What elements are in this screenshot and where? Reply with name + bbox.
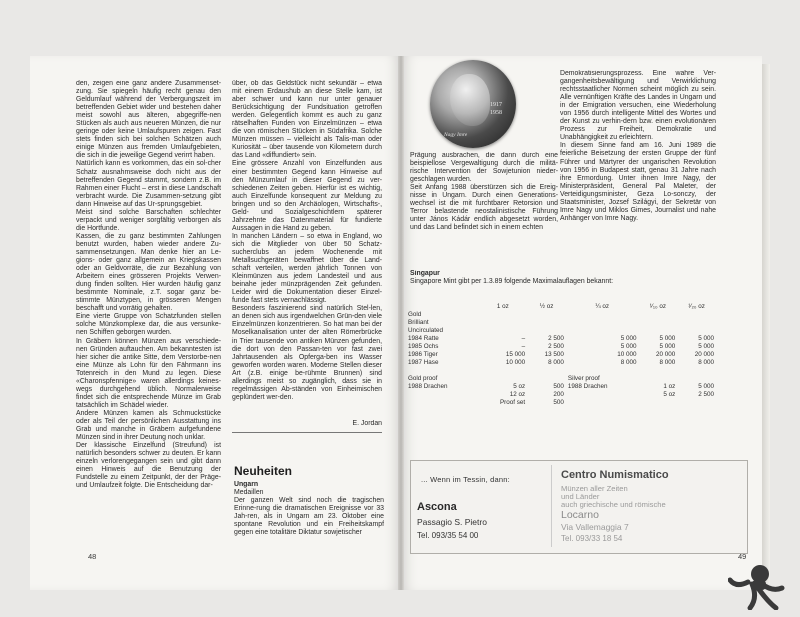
mintage-header-cell: ¹⁄₂₀ oz — [688, 302, 705, 310]
section-rule — [232, 432, 382, 433]
table-cell: 13 500 — [544, 350, 564, 358]
table-cell: 5 000 — [698, 342, 714, 350]
mintage-header-row — [406, 302, 716, 310]
table-cell — [677, 374, 716, 382]
paragraph: Der ganzen Welt sind noch die tragischen Erinne-rung die dramatischen Ereignisse vor 33 Jah-ren, als in Ungarn am 23. Oktober eine spontane Revolution und ein Freiheitskampf gegen eine totalitäre Diktatur sowjetischer — [234, 497, 384, 537]
table-cell: 1987 Hase — [408, 358, 439, 366]
table-cell: 20 000 — [694, 350, 714, 358]
paragraph: In diesem Sinne fand am 16. Juni 1989 die feierliche Beisetzung der ersten Gruppe der fünf Führer und Märtyrer der ungarischen Revolution von 1956 in Budapest statt, genau 31 Jahre nach ihre Ermordung. Unter ihnen Imre Nagy, der Ministerpräsident, General Pal Maleter, der Verteidigungsminister, Geza Lo-sonczy, der Staatsminister, Jozsef Szilágyi, der Sekretär von Imre Nagy und Miklos Gimes, Journalist und nahe Anhänger von Imre Nagy. — [560, 142, 716, 222]
table-cell — [566, 390, 639, 398]
paragraph: Eine grössere Anzahl von Einzelfunden aus einer bestimmten Gegend kann Hinweise auf den Münzumlauf in dieser Gegend zu ver-schiedenen Zeiten geben. Hierfür ist es wichtig, auch Einzelfunde konsequent zur Meldung zu bringen und so den Archäologen, Wirtschafts-, Geld- und Sozialgeschichtlern späterer Jahrzehnte das Datenmaterial für fundierte Aussagen in die Hand zu geben. — [232, 160, 382, 232]
mintage-header-cell — [406, 302, 479, 310]
table-row — [406, 326, 716, 334]
table-cell — [479, 310, 528, 318]
table-cell: 8 000 — [620, 358, 637, 366]
table-cell: – — [521, 334, 526, 342]
table-cell: Uncirculated — [408, 326, 443, 334]
ad-phone-right: Tel. 093/33 18 54 — [561, 534, 623, 543]
table-cell: 500 — [553, 382, 564, 390]
medal-year-bottom: 1958 — [490, 110, 502, 116]
table-cell: 1986 Tiger — [408, 350, 438, 358]
paragraph: Eine vierte Gruppe von Schatzfunden stellen solche Münzkomplexe dar, die aus versunke-nen Schiffen geborgen wurden. — [76, 313, 221, 337]
type-label: Medaillen — [234, 489, 264, 497]
singapur-block — [410, 270, 730, 292]
mintage-table — [406, 302, 716, 406]
table-cell: 5 oz — [663, 390, 676, 398]
table-row — [406, 318, 716, 326]
table-cell — [406, 366, 479, 374]
neuheiten-block — [234, 481, 384, 561]
table-cell: 5 000 — [659, 342, 676, 350]
mintage-header-cell: ¼ oz — [595, 302, 610, 310]
paragraph: den, zeigen eine ganz andere Zusammenset-zung. Sie spiegeln häufig recht genau den Geldumlauf während der Verbergungszeit im betreffenden Gebiet wider und bestehen daher meist sowohl aus älteren, abgegriffe-nen Stücken als auch aus neueren Münzen, die nur geringe oder keine Umlaufspuren zeigen. Fast stets finden sich bei solchen Schätzen auch einige Münzen aus fremden Umlaufgebieten, die sich in die jeweilige Gegend verirrt haben. — [76, 80, 221, 160]
table-cell: 5 000 — [698, 334, 714, 342]
table-cell: 200 — [553, 390, 564, 398]
table-cell: 5 oz — [513, 382, 526, 390]
country-label: Ungarn — [234, 481, 259, 488]
paragraph: über, ob das Geldstück nicht sekundär – etwa mit einem Erdaushub an diese Stelle kam, ist aber schwer und kann nur unter genauer Berücksichtigung der Fundsituation getroffen werden. Gelegentlich kommt es auch zu ganz rätselhaften Funden von Einzelmünzen – etwa die von römischen Stücken in Südafrika. Solche Münzen müssen – vielleicht als Talis-man oder Kuriosität – über tausende von Kilometern durch das Land «diffundiert» sein. — [232, 80, 382, 160]
table-cell — [527, 366, 566, 374]
table-cell: 12 oz — [509, 390, 526, 398]
table-cell: 1988 Drachen — [408, 382, 448, 390]
paragraph: Singapore Mint gibt per 1.3.89 folgende Maximalauflagen bekannt: — [410, 278, 614, 286]
right-column-1 — [410, 152, 558, 258]
table-cell — [677, 366, 716, 374]
ad-phone-left: Tel. 093/35 54 00 — [417, 531, 479, 540]
table-cell — [638, 310, 677, 318]
table-cell — [638, 374, 677, 382]
table-cell: 1 oz — [663, 382, 676, 390]
paragraph: Andere Münzen kamen als Schmuckstücke oder als Teil der persönlichen Ausstattung ins Grab und manche in Gräbern aufgefundene Münzen sind in ihrer Deutung noch unklar. — [76, 409, 221, 442]
right-column-2 — [560, 70, 716, 266]
ad-street-left: Passagio S. Pietro — [417, 517, 487, 527]
portrait-relief — [450, 74, 490, 126]
table-cell: 2 500 — [548, 334, 564, 342]
table-cell: 20 000 — [655, 350, 676, 358]
mintage-header-cell: ½ oz — [539, 302, 554, 310]
page-edge — [762, 64, 770, 584]
table-row — [406, 366, 716, 374]
book-gutter — [398, 56, 404, 590]
ad-company-name: Centro Numismatico — [561, 469, 669, 481]
imre-nagy-medal-image — [430, 60, 516, 148]
table-cell: 8 000 — [548, 358, 564, 366]
table-cell — [479, 374, 528, 382]
table-cell — [479, 318, 528, 326]
paragraph: Besonders faszinierend sind natürlich Stel-len, an denen sich aus irgendwelchen Grün-den viele Einzelmünzen konzentrieren. So hat man bei der Moselkanalisation unter der alten Römerbrücke in Trier tausende von antiken Münzen gefunden, die dort von den Passan-ten vor fast zwei Jahrtausenden als Opferga-ben ins Wasser geworfen worden waren. Moderne Stellen dieser Art (z.B. einige be-rühmte Brunnen) sind allerdings meist so zugänglich, dass sie in regelmässigen Ab-ständen von Einheimischen geplündert wer-den. — [232, 305, 382, 401]
table-cell: 5 000 — [620, 334, 637, 342]
table-cell: Silver proof — [567, 374, 600, 382]
ad-line-2: und Länder — [561, 492, 600, 501]
table-cell: 2 500 — [698, 390, 714, 398]
paragraph: Der klassische Einzelfund (Streufund) ist natürlich besonders schwer zu deuten. Er kann einzeln verlorengegangen sein und gibt dann einen Hinweis auf die Benutzung der Fundstelle zu einem Zeitpunkt, der der Präge- und Umlaufzeit folgte. Die Entscheidung dar- — [76, 442, 221, 490]
table-cell — [406, 398, 479, 406]
author-signature: E. Jordan — [352, 420, 382, 427]
paragraph: Kassen, die zu ganz bestimmten Zahlungen benutzt wurden, haben wieder andere Zu-sammensetzungen. Man denke hier an Le-gions- oder ganz allgemein an Kriegskassen oder an Geldvorräte, die zur Bezahlung von Arbeitern eines grösseren Projekts Verwen-dung finden sollten. Hier wurden häufig ganz bestimmte Nominale, z.T. sogar ganz be-stimmte Münztypen, in grösseren Mengen beschafft und vorrätig gehalten. — [76, 232, 221, 313]
table-cell — [566, 326, 639, 334]
table-row — [406, 350, 716, 358]
table-cell: 8 000 — [698, 358, 714, 366]
page-number-right: 49 — [738, 552, 747, 561]
table-cell: 5 000 — [698, 382, 714, 390]
table-cell: 500 — [553, 398, 564, 406]
table-cell — [638, 366, 677, 374]
medal-signature: Nagy Imre — [444, 132, 468, 138]
table-cell: Gold — [408, 310, 422, 318]
ad-city-right: Locarno — [561, 509, 599, 521]
table-cell: 15 000 — [505, 350, 526, 358]
ad-line-1: Münzen aller Zeiten — [561, 484, 628, 493]
table-cell: 10 000 — [505, 358, 526, 366]
table-cell: 1984 Ratte — [408, 334, 439, 342]
advertisement-box — [410, 460, 748, 554]
ad-city-left: Ascona — [417, 501, 457, 513]
table-row — [406, 374, 716, 382]
table-cell: 10 000 — [617, 350, 637, 358]
table-cell: 8 000 — [659, 358, 676, 366]
table-cell — [638, 326, 677, 334]
table-cell — [479, 326, 528, 334]
paragraph: Meist sind solche Barschaften schlechter verpackt und weniger sorgfältig verborgen als die Hortfunde. — [76, 208, 221, 232]
table-cell: 1988 Drachen — [567, 382, 608, 390]
table-cell — [638, 318, 677, 326]
table-cell: – — [521, 342, 526, 350]
paragraph: Seit Anfang 1988 überstürzen sich die Ereig-nisse in Ungarn. Durch einen Generations-wechsel ist die mit furchtbarer Retorsion und Terror belastende neostalinistische Führung unter János Kádár endlich abgesetzt worden, und das Land befindet sich in einem echten — [410, 184, 558, 232]
table-row — [406, 334, 716, 342]
paragraph: Prägung ausbrachen, die dann durch eine beispiellose Vergewaltigung durch die militä-rische Intervention der Sowjetunion nieder-geschlagen wurden. — [410, 152, 558, 184]
table-cell: 5 000 — [620, 342, 637, 350]
left-column-1 — [76, 80, 221, 570]
table-cell — [527, 318, 566, 326]
table-cell — [566, 398, 639, 406]
page-number-left: 48 — [88, 552, 97, 561]
paragraph: In Gräbern können Münzen aus verschiede-nen Gründen auftauchen. Am bekanntesten ist hier sicher die antike Sitte, dem Verstorbe-nen eine Münze als Lohn für den Fährmann ins Totenreich in den Mund zu legen. Diese «Charonspfennige» waren allerdings keines-wegs durchgehend üblich. Normalerweise findet sich die entsprechende Münze im Grab tatsächlich im Schädel wieder. — [76, 337, 221, 409]
ad-tagline: ... Wenn im Tessin, dann: — [421, 475, 510, 484]
country-label: Singapur — [410, 270, 440, 277]
table-cell — [479, 366, 528, 374]
table-cell: Gold proof — [408, 374, 438, 382]
paragraph: Natürlich kann es vorkommen, das ein sol-cher Schatz ausnahmsweise doch nicht aus der betreffenden Gegend stammt, sondern z.B. im Rahmen einer Flucht – erst in diese Landschaft verbracht wurde. Die Zusammen-setzung gibt dann Hinweise auf das Ur-sprungsgebiet. — [76, 160, 221, 208]
left-column-2 — [232, 80, 382, 420]
table-cell — [677, 318, 716, 326]
ad-line-3: auch griechische und römische — [561, 500, 666, 509]
table-cell: Proof set — [499, 398, 526, 406]
medal-year-top: 1917 — [490, 102, 502, 108]
table-cell — [677, 326, 716, 334]
table-row — [406, 358, 716, 366]
table-cell — [527, 310, 566, 318]
table-cell: 2 500 — [548, 342, 564, 350]
ad-street-right: Via Vallemaggia 7 — [561, 522, 629, 532]
table-row — [406, 398, 716, 406]
table-cell — [566, 366, 639, 374]
table-row — [406, 310, 716, 318]
table-cell — [566, 318, 639, 326]
table-cell: 1985 Ochs — [408, 342, 439, 350]
table-row — [406, 390, 716, 398]
table-cell — [638, 398, 677, 406]
table-cell — [677, 310, 716, 318]
table-cell: Brilliant — [408, 318, 429, 326]
table-cell — [527, 374, 566, 382]
table-row — [406, 342, 716, 350]
paragraph: Demokratisierungsprozess. Eine wahre Ver-gangenheitsbewältigung und Verwirklichung rechtsstaatlicher Normen scheint möglich zu sein. Alle vernünftigen Kräfte des Landes in Ungarn und in der Emigration versuchen, eine Wiederholung von 1956 durch intelligente Mittel des Wortes und der Kunst zu verhin-dern bzw. einen evolutionären Prozess zur Freiheit, Demokratie und Unabhängigkeit zu erleichtern. — [560, 70, 716, 142]
section-heading-neuheiten: Neuheiten — [234, 464, 293, 478]
paragraph: In manchen Ländern – so etwa in England, wo sich die Mitglieder von über 50 Schatz-sucherclubs an jedem Wochenende mit Metallsuchgeräten bewaffnet über die Land-schaft verteilen, werden jährlich Tonnen von Kleinmünzen aus jedem Landesteil und aus beinahe jeder münzprägenden Zeit gefunden. Leider wird die Dokumentation dieser Einzel-funde fast stets vernachlässigt. — [232, 232, 382, 305]
table-cell — [527, 326, 566, 334]
table-cell: 5 000 — [659, 334, 676, 342]
figure-logo-icon — [728, 558, 786, 610]
table-cell — [566, 310, 639, 318]
table-cell — [406, 390, 479, 398]
table-row — [406, 382, 716, 390]
mintage-header-cell: 1 oz — [496, 302, 509, 310]
table-cell — [677, 398, 716, 406]
ad-divider — [551, 465, 552, 547]
mintage-header-cell: ¹⁄₁₀ oz — [649, 302, 666, 310]
